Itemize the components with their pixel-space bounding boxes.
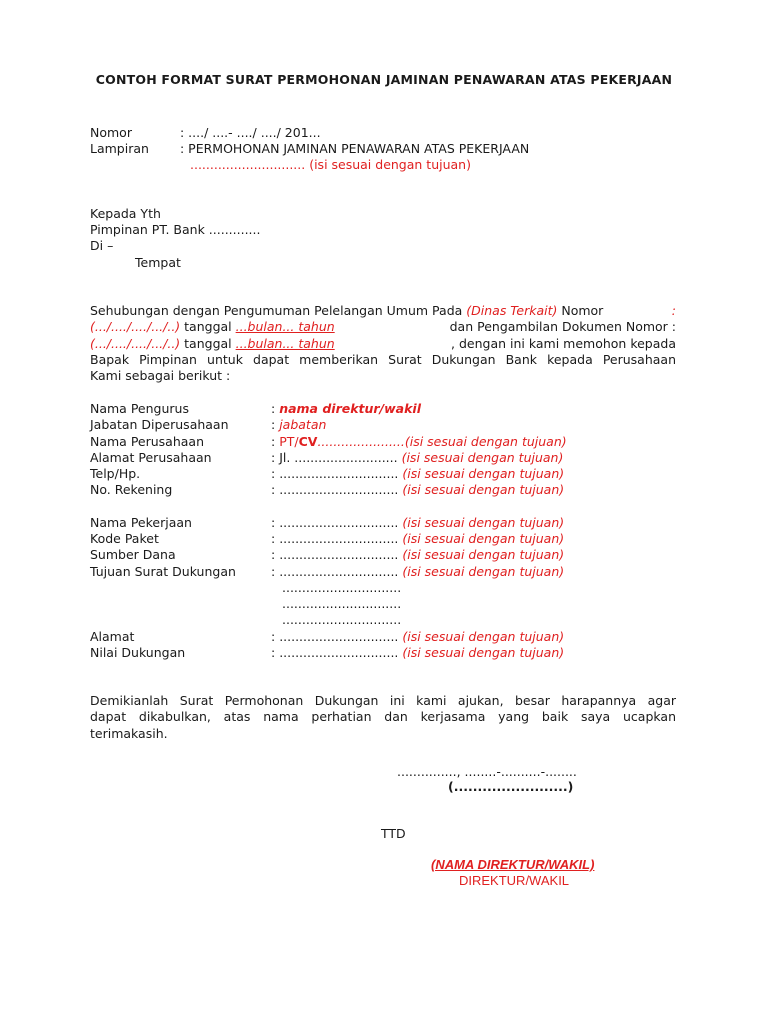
lampiran-value: : PERMOHONAN JAMINAN PENAWARAN ATAS PEKERJAAN	[180, 141, 530, 156]
extra-dots-2: ..............................	[282, 596, 402, 611]
field-colon: :	[271, 450, 280, 465]
recipient-line3: Di –	[90, 238, 114, 253]
field-label-nama-perusahaan: Nama Perusahaan	[90, 434, 205, 449]
field-value-tujuan	[271, 564, 564, 580]
lampiran-placeholder: ............................. (isi sesuai dengan tujuan)	[190, 157, 471, 172]
field-label-nama-pekerjaan: Nama Pekerjaan	[90, 515, 192, 530]
field-colon: :	[271, 564, 280, 579]
closing-line3: terimakasih.	[90, 725, 168, 741]
field-label-nama-pengurus: Nama Pengurus	[90, 401, 189, 416]
intro-l3-red: (.../..../..../.../..)	[90, 335, 181, 351]
field-label-tujuan: Tujuan Surat Dukungan	[90, 564, 236, 579]
nilai-placeholder: (isi sesuai dengan tujuan)	[398, 645, 565, 660]
field-value-alamat-perusahaan	[271, 450, 563, 466]
recipient-line1: Kepada Yth	[90, 206, 161, 221]
field-colon: :	[271, 417, 280, 432]
field-label-jabatan: Jabatan Diperusahaan	[90, 417, 229, 432]
field-colon: :	[271, 645, 280, 660]
intro-l2-end: dan Pengambilan Dokumen Nomor :	[449, 319, 676, 335]
extra-dots-1: ..............................	[282, 580, 402, 595]
signature-paren-line: (........................)	[448, 779, 574, 794]
recipient-line2: Pimpinan PT. Bank .............	[90, 222, 261, 237]
nama-direktur-placeholder: nama direktur/wakil	[279, 401, 421, 416]
field-colon: :	[271, 466, 280, 481]
alamat-placeholder: (isi sesuai dengan tujuan)	[397, 450, 564, 465]
pekerjaan-dots: ..............................	[279, 515, 399, 530]
signature-ttd: TTD	[381, 826, 406, 841]
intro-line3	[90, 336, 676, 352]
intro-line2	[90, 319, 676, 335]
closing-line2: dapat dikabulkan, atas nama perhatian dan kerjasama yang baik saya ucapkan	[90, 709, 676, 725]
field-colon: :	[271, 482, 280, 497]
intro-l3-tanggal: tanggal	[180, 335, 236, 351]
sumber-placeholder: (isi sesuai dengan tujuan)	[398, 547, 565, 562]
nilai-dots: ..............................	[279, 645, 399, 660]
field-value-telp	[271, 466, 564, 482]
field-label-nilai-dukungan: Nilai Dukungan	[90, 645, 186, 660]
field-colon: :	[271, 434, 280, 449]
intro-l3a	[90, 336, 335, 352]
field-value-nilai-dukungan	[271, 645, 564, 661]
intro-nomor: Nomor	[557, 303, 604, 318]
field-colon: :	[271, 401, 280, 416]
telp-placeholder: (isi sesuai dengan tujuan)	[398, 466, 565, 481]
field-label-kode-paket: Kode Paket	[90, 531, 159, 546]
field-value-jabatan	[271, 417, 326, 433]
telp-dots: ..............................	[279, 466, 399, 481]
jabatan-placeholder: jabatan	[279, 417, 327, 432]
field-value-nama-pekerjaan	[271, 515, 564, 531]
perusahaan-placeholder: ......................(isi sesuai dengan tujuan)	[317, 434, 567, 449]
field-value-sumber-dana	[271, 547, 564, 563]
nomor-label: Nomor	[90, 125, 132, 140]
extra-dots-3: ..............................	[282, 612, 402, 627]
rekening-placeholder: (isi sesuai dengan tujuan)	[398, 482, 565, 497]
intro-line5: Kami sebagai berikut :	[90, 368, 231, 384]
intro-l2-red: (.../..../..../.../..)	[90, 319, 181, 335]
alamat2-placeholder: (isi sesuai dengan tujuan)	[398, 629, 565, 644]
tujuan-placeholder: (isi sesuai dengan tujuan)	[398, 564, 565, 579]
field-colon: :	[271, 531, 280, 546]
intro-dinas: (Dinas Terkait)	[466, 303, 558, 318]
field-value-kode-paket	[271, 531, 564, 547]
alamat-dots: Jl. ..........................	[279, 450, 398, 465]
closing-line1: Demikianlah Surat Permohonan Dukungan ini kami ajukan, besar harapannya agar	[90, 693, 676, 708]
closing-paragraph	[90, 693, 676, 742]
intro-l2-bulan: ...bulan... tahun	[235, 319, 335, 335]
intro-l3-end: , dengan ini kami memohon kepada	[451, 335, 676, 351]
field-value-alamat	[271, 629, 564, 645]
intro-paragraph	[90, 303, 676, 384]
cv-prefix: CV	[298, 434, 318, 449]
field-value-rekening	[271, 482, 564, 498]
field-label-rekening: No. Rekening	[90, 482, 173, 497]
signature-position: DIREKTUR/WAKIL	[459, 873, 570, 888]
intro-l2-tanggal: tanggal	[180, 319, 236, 335]
intro-l1a	[90, 303, 603, 319]
intro-line4: Bapak Pimpinan untuk dapat memberikan Surat Dukungan Bank kepada Perusahaan	[90, 351, 676, 367]
intro-l2a	[90, 319, 335, 335]
pt-prefix: PT/	[279, 434, 299, 449]
signature-name: (NAMA DIREKTUR/WAKIL)	[431, 857, 595, 872]
signature-date-line: ..............., ........-..........-........	[397, 764, 577, 779]
nomor-value: : ..../ ....- ..../ ..../ 201...	[180, 125, 321, 140]
field-label-sumber-dana: Sumber Dana	[90, 547, 176, 562]
field-value-nama-perusahaan	[271, 434, 567, 450]
pekerjaan-placeholder: (isi sesuai dengan tujuan)	[398, 515, 565, 530]
tujuan-dots: ..............................	[279, 564, 399, 579]
field-value-nama-pengurus	[271, 401, 421, 417]
field-colon: :	[271, 629, 280, 644]
lampiran-label: Lampiran	[90, 141, 149, 156]
lampiran-line2	[190, 157, 471, 173]
intro-p1: Sehubungan dengan Pengumuman Pelelangan Umum Pada	[90, 303, 467, 318]
kode-placeholder: (isi sesuai dengan tujuan)	[398, 531, 565, 546]
field-colon: :	[271, 515, 280, 530]
document-title: CONTOH FORMAT SURAT PERMOHONAN JAMINAN PENAWARAN ATAS PEKERJAAN	[95, 72, 673, 87]
field-label-alamat-perusahaan: Alamat Perusahaan	[90, 450, 212, 465]
sumber-dots: ..............................	[279, 547, 399, 562]
rekening-dots: ..............................	[279, 482, 399, 497]
alamat2-dots: ..............................	[279, 629, 399, 644]
recipient-line4: Tempat	[135, 255, 181, 270]
kode-dots: ..............................	[279, 531, 399, 546]
intro-colon-red: :	[671, 303, 676, 318]
field-colon: :	[271, 547, 280, 562]
field-label-alamat: Alamat	[90, 629, 135, 644]
field-label-telp: Telp/Hp.	[90, 466, 141, 481]
intro-l3-bulan: ...bulan... tahun	[235, 335, 335, 351]
intro-line1	[90, 303, 676, 319]
